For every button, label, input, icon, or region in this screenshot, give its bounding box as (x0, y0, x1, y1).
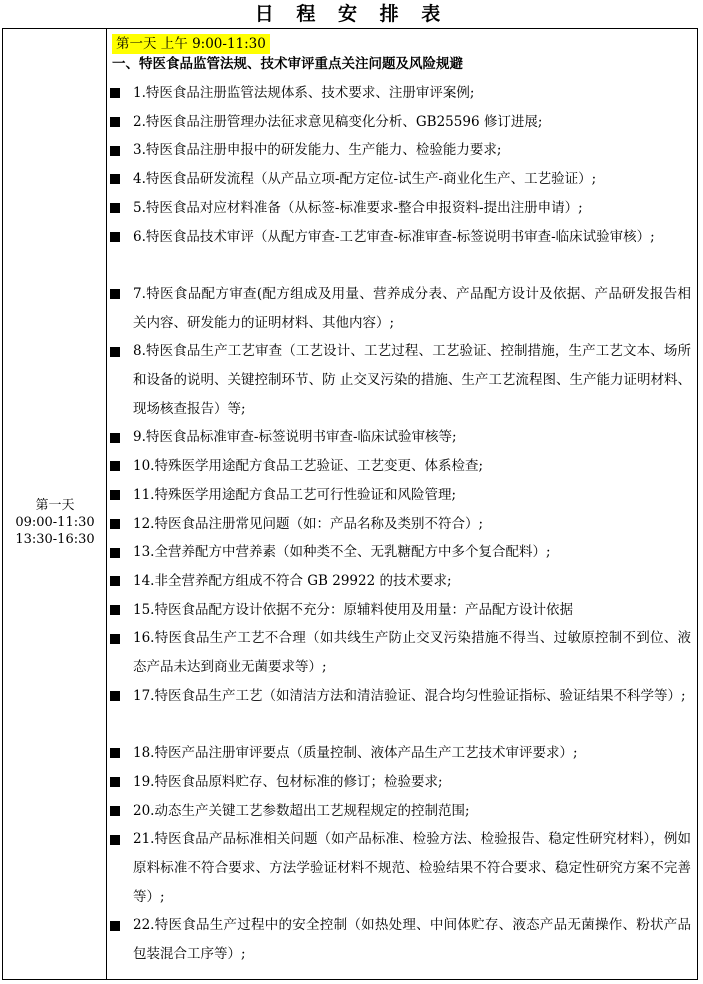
day-column (3, 29, 107, 979)
square-bullet-icon (110, 88, 120, 98)
agenda-item (107, 452, 697, 481)
square-bullet-icon (110, 174, 120, 184)
square-bullet-icon (110, 433, 120, 443)
day-time-morning: 09:00-11:30 (15, 515, 95, 530)
session-highlight: 第一天 上午 9:00-11:30 (112, 34, 270, 54)
square-bullet-icon (110, 146, 120, 156)
agenda-item (107, 223, 697, 280)
agenda-item-text: 12.特医食品注册常见问题（如：产品名称及类别不符合）; (133, 515, 484, 532)
agenda-item-text: 13.全营养配方中营养素（如种类不全、无乳糖配方中多个复合配料）; (133, 544, 551, 561)
square-bullet-icon (110, 634, 120, 644)
schedule-table (2, 28, 698, 980)
agenda-item-text: 22.特医食品生产过程中的安全控制（如热处理、中间体贮存、液态产品无菌操作、粉状产品包装混合工序等）; (133, 917, 691, 962)
agenda-item (107, 825, 697, 911)
agenda-item-text: 8.特医食品生产工艺审查（工艺设计、工艺过程、工艺验证、控制措施，生产工艺文本、场所和设备的说明、关键控制环节、防 止交叉污染的措施、生产工艺流程图、生产能力证明材料、现场核查报告）等; (133, 343, 691, 417)
agenda-item (107, 624, 697, 681)
agenda-item-text: 1.特医食品注册监管法规体系、技术要求、注册审评案例; (133, 85, 475, 101)
agenda-item (107, 567, 697, 596)
square-bullet-icon (110, 347, 120, 357)
square-bullet-icon (110, 806, 120, 816)
agenda-item (107, 739, 697, 768)
agenda-item-text: 17.特医食品生产工艺（如清洁方法和清洁验证、混合均匀性验证指标、验证结果不科学等）; (133, 687, 686, 704)
schedule-content (107, 29, 697, 979)
square-bullet-icon (110, 691, 120, 701)
agenda-item (107, 108, 697, 137)
agenda-item (107, 797, 697, 826)
square-bullet-icon (110, 548, 120, 558)
agenda-item-text: 6.特医食品技术审评（从配方审查-工艺审查-标准审查-标签说明书审查-临床试验审核）; (133, 228, 655, 245)
agenda-item (107, 337, 697, 423)
day-label (3, 497, 107, 548)
agenda-item (107, 280, 697, 337)
agenda-item-text: 20.动态生产关键工艺参数超出工艺规程规定的控制范围; (133, 802, 470, 819)
square-bullet-icon (110, 748, 120, 758)
agenda-item (107, 423, 697, 452)
agenda-item (107, 768, 697, 797)
agenda-item (107, 510, 697, 539)
square-bullet-icon (110, 232, 120, 242)
agenda-item-text: 11.特殊医学用途配方食品工艺可行性验证和风险管理; (133, 486, 457, 503)
agenda-item (107, 136, 697, 165)
agenda-item-text: 16.特医食品生产工艺不合理（如共线生产防止交叉污染措施不得当、过敏原控制不到位、液态产品未达到商业无菌要求等）; (133, 630, 691, 675)
square-bullet-icon (110, 777, 120, 787)
agenda-item (107, 596, 697, 625)
agenda-item-text: 14.非全营养配方组成不符合 GB 29922 的技术要求; (133, 572, 452, 589)
square-bullet-icon (110, 519, 120, 529)
agenda-item (107, 194, 697, 223)
agenda-item-text: 18.特医产品注册审评要点（质量控制、液体产品生产工艺技术审评要求）; (133, 745, 578, 762)
square-bullet-icon (110, 576, 120, 586)
agenda-item-text: 19.特医食品原料贮存、包材标准的修订；检验要求; (133, 773, 443, 790)
square-bullet-icon (110, 921, 120, 931)
agenda-item-text: 7.特医食品配方审查(配方组成及用量、营养成分表、产品配方设计及依据、产品研发报告相关内容、研发能力的证明材料、其他内容）; (133, 285, 691, 331)
square-bullet-icon (110, 835, 120, 845)
square-bullet-icon (110, 289, 120, 299)
square-bullet-icon (110, 605, 120, 615)
square-bullet-icon (110, 117, 120, 127)
agenda-item (107, 79, 697, 108)
agenda-item (107, 682, 697, 739)
day-time-afternoon: 13:30-16:30 (15, 532, 95, 547)
agenda-item-text: 15.特医食品配方设计依据不充分：原辅料使用及用量：产品配方设计依据 (133, 601, 573, 618)
agenda-item-text: 4.特医食品研发流程（从产品立项-配方定位-试生产-商业化生产、工艺验证）; (133, 171, 597, 188)
section-title: 一、特医食品监管法规、技术审评重点关注问题及风险规避 (112, 56, 463, 72)
agenda-item-text: 10.特殊医学用途配方食品工艺验证、工艺变更、体系检查; (133, 458, 484, 475)
square-bullet-icon (110, 490, 120, 500)
day-name: 第一天 (35, 498, 75, 513)
agenda-item-text: 9.特医食品标准审查-标签说明书审查-临床试验审核等; (133, 429, 457, 446)
square-bullet-icon (110, 461, 120, 471)
agenda-item (107, 911, 697, 968)
square-bullet-icon (110, 203, 120, 213)
page-title: 日 程 安 排 表 (254, 3, 449, 25)
agenda-item (107, 481, 697, 510)
agenda-item (107, 538, 697, 567)
agenda-item-text: 5.特医食品对应材料准备（从标签-标准要求-整合申报资料-提出注册申请）; (133, 199, 583, 216)
agenda-item (107, 165, 697, 194)
agenda-item-text: 21.特医食品产品标准相关问题（如产品标准、检验方法、检验报告、稳定性研究材料），例如原料标准不符合要求、方法学验证材料不规范、检验结果不符合要求、稳定性研究方案不完善等）; (133, 831, 691, 905)
agenda-item-text: 3.特医食品注册申报中的研发能力、生产能力、检验能力要求; (133, 142, 502, 159)
agenda-item-text: 2.特医食品注册管理办法征求意见稿变化分析、GB25596 修订进展; (133, 113, 543, 130)
